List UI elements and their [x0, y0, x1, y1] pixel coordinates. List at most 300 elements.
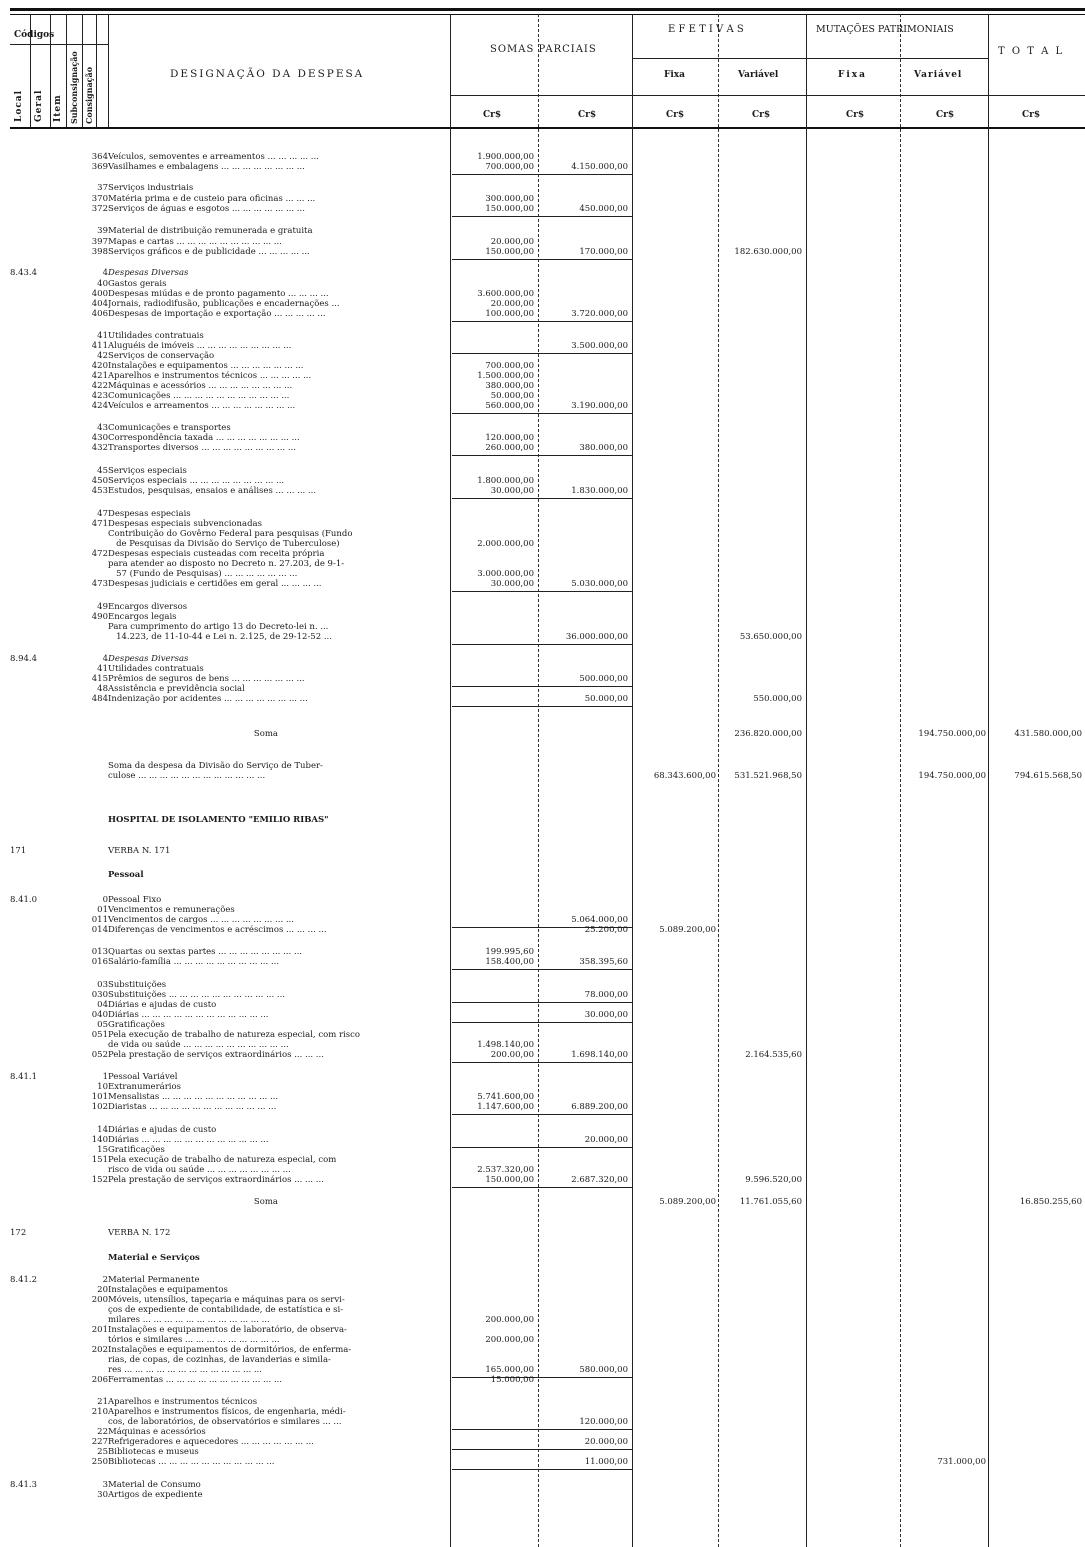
amount-c2: 1.830.000,00 [571, 486, 628, 496]
table-row [0, 279, 1085, 289]
table-row [0, 1490, 1085, 1500]
amount-c4: 182.630.000,00 [734, 247, 802, 257]
expense-description: de vida ou saúde ... ... ... ... ... ... ... ... ... ... [108, 1040, 289, 1050]
subtotal-rule [452, 591, 632, 592]
table-row [0, 957, 1085, 967]
table-row [0, 1315, 1085, 1325]
amount-c2: 450.000,00 [579, 204, 628, 214]
table-row [0, 331, 1085, 341]
table-row [0, 237, 1085, 247]
expense-description: VERBA N. 172 [108, 1228, 171, 1238]
expense-description: Diárias e ajudas de custo [108, 1125, 217, 1135]
table-row [0, 1228, 1085, 1238]
mutacoes-label: MUTAÇÕES PATRIMONIAIS [816, 24, 954, 35]
expense-description: Instalações e equipamentos de laboratório, de observa- [108, 1325, 347, 1335]
amount-c1: 1.800.000,00 [477, 476, 534, 486]
amount-c7: 16.850.255,60 [1019, 1197, 1082, 1207]
table-row [0, 1175, 1085, 1185]
item-code: 25 [97, 1447, 108, 1457]
table-row [0, 371, 1085, 381]
expense-description: Instalações e equipamentos ... ... ... ... ... ... ... [108, 361, 304, 371]
amount-c4: 9.596.520,00 [745, 1175, 802, 1185]
item-code: 372 [91, 204, 108, 214]
expense-description: Ferramentas ... ... ... ... ... ... ... ... ... ... ... [108, 1375, 282, 1385]
table-row [0, 1335, 1085, 1345]
table-row [0, 549, 1085, 559]
local-code: 172 [10, 1228, 27, 1238]
item-code: 15 [97, 1145, 108, 1155]
item-code: 20 [97, 1285, 108, 1295]
expense-description: Material de Consumo [108, 1480, 201, 1490]
table-row [0, 183, 1085, 193]
table-row [0, 1397, 1085, 1407]
subtotal-rule [452, 174, 632, 175]
table-row [0, 361, 1085, 371]
expense-description: Prêmios de seguros de bens ... ... ... ... ... ... ... [108, 674, 305, 684]
table-row [0, 194, 1085, 204]
item-code: 011 [91, 915, 108, 925]
expense-description: Despesas Diversas [108, 654, 189, 664]
table-row [0, 870, 1085, 880]
table-row [0, 509, 1085, 519]
table-row [0, 1102, 1085, 1112]
amount-c4: 531.521.968,50 [734, 771, 802, 781]
expense-description: Móveis, utensílios, tapeçaria e máquinas para os servi- [108, 1295, 345, 1305]
amount-c1: 50.000,00 [490, 391, 534, 401]
table-row [0, 1072, 1085, 1082]
table-row [0, 1355, 1085, 1365]
expense-description: tórios e similares ... ... ... ... ... ... ... ... ... [108, 1335, 280, 1345]
expense-description: Substituições ... ... ... ... ... ... ... ... ... ... ... [108, 990, 285, 1000]
expense-description: Material de distribuição remunerada e gratuita [108, 226, 313, 236]
item-code: 030 [91, 990, 108, 1000]
amount-c1: 30.000,00 [490, 579, 534, 589]
expense-description: Aparelhos e instrumentos físicos, de engenharia, médi- [108, 1407, 346, 1417]
table-row [0, 925, 1085, 935]
amount-c2: 5.030.000,00 [571, 579, 628, 589]
amount-c1: 5.741.600,00 [477, 1092, 534, 1102]
amount-c2: 20.000,00 [584, 1135, 628, 1145]
amount-c2: 3.190.000,00 [571, 401, 628, 411]
table-row [0, 341, 1085, 351]
table-row [0, 529, 1085, 539]
item-code: 3 [102, 1480, 108, 1490]
amount-c1: 20.000,00 [490, 237, 534, 247]
amount-c1: 2.000.000,00 [477, 539, 534, 549]
expense-description: Diárias ... ... ... ... ... ... ... ... ... ... ... ... [108, 1135, 269, 1145]
expense-description: Material Permanente [108, 1275, 200, 1285]
amount-c7: 794.615.568,50 [1014, 771, 1082, 781]
amount-c4: 53.650.000,00 [739, 632, 802, 642]
expense-description: Bibliotecas e museus [108, 1447, 199, 1457]
item-code: 415 [91, 674, 108, 684]
table-row [0, 539, 1085, 549]
table-row [0, 664, 1085, 674]
table-row [0, 895, 1085, 905]
subtotal-rule [452, 498, 632, 499]
table-row [0, 654, 1085, 664]
amount-c2: 580.000,00 [579, 1365, 628, 1375]
amount-c2: 6.889.200,00 [571, 1102, 628, 1112]
table-row [0, 152, 1085, 162]
col-divider [96, 14, 97, 127]
table-row [0, 391, 1085, 401]
table-row [0, 289, 1085, 299]
table-row [0, 1000, 1085, 1010]
table-row [0, 1050, 1085, 1060]
local-code: 8.41.0 [10, 895, 38, 905]
expense-description: Estudos, pesquisas, ensaios e análises ... ... ... ... [108, 486, 317, 496]
table-row [0, 486, 1085, 496]
item-code: 369 [91, 162, 108, 172]
amount-c1: 150.000,00 [485, 247, 534, 257]
amount-c6: 194.750.000,00 [918, 771, 986, 781]
table-row [0, 761, 1085, 771]
expense-description: res ... ... ... ... ... ... ... ... ... ... ... ... ... [108, 1365, 262, 1375]
expense-description: Diárias ... ... ... ... ... ... ... ... ... ... ... ... [108, 1010, 269, 1020]
subtotal-rule [452, 259, 632, 260]
item-code: 400 [91, 289, 108, 299]
amount-c3: 5.089.200,00 [659, 925, 716, 935]
item-code: 41 [97, 331, 108, 341]
expense-description: VERBA N. 171 [108, 846, 171, 856]
table-row [0, 268, 1085, 278]
amount-c3: 5.089.200,00 [659, 1197, 716, 1207]
item-code: 101 [91, 1092, 108, 1102]
item-code: 423 [91, 391, 108, 401]
col-divider [82, 14, 83, 127]
amount-c2: 500.000,00 [579, 674, 628, 684]
expense-description: para atender ao disposto no Decreto n. 27.203, de 9-1- [108, 559, 345, 569]
subtotal-rule [452, 1114, 632, 1115]
table-row [0, 1305, 1085, 1315]
amount-c2: 5.064.000,00 [571, 915, 628, 925]
amount-c2: 2.687.320,00 [571, 1175, 628, 1185]
item-code: 01 [97, 905, 108, 915]
expense-description: ços de expediente de contabilidade, de estatística e si- [108, 1305, 344, 1315]
amount-c6: 194.750.000,00 [918, 729, 986, 739]
item-code: 472 [91, 549, 108, 559]
table-row [0, 381, 1085, 391]
expense-description: Despesas especiais custeadas com receita própria [108, 549, 325, 559]
amount-c1: 300.000,00 [485, 194, 534, 204]
item-code: 47 [97, 509, 108, 519]
expense-description: Encargos legais [108, 612, 177, 622]
expense-description: Jornais, radiodifusão, publicações e encadernações ... [108, 299, 340, 309]
expense-description: Soma da despesa da Divisão do Serviço de Tuber- [108, 761, 323, 771]
subtotal-rule [452, 455, 632, 456]
item-code: 4 [102, 268, 108, 278]
amount-c6: 731.000,00 [937, 1457, 986, 1467]
expense-description: Serviços especiais ... ... ... ... ... ... ... ... ... [108, 476, 285, 486]
expense-description: Comunicações e transportes [108, 423, 231, 433]
item-code: 450 [91, 476, 108, 486]
local-label: Local [14, 89, 24, 122]
item-code: 210 [91, 1407, 108, 1417]
expense-description: Despesas especiais [108, 509, 191, 519]
table-row [0, 1125, 1085, 1135]
item-code: 49 [97, 602, 108, 612]
expense-description: Mapas e cartas ... ... ... ... ... ... ... ... ... ... [108, 237, 282, 247]
unit-label: Cr$ [752, 110, 771, 120]
item-code: 22 [97, 1427, 108, 1437]
item-code: 21 [97, 1397, 108, 1407]
amount-c2: 380.000,00 [579, 443, 628, 453]
table-row [0, 1020, 1085, 1030]
table-row [0, 1197, 1085, 1207]
expense-description: Mensalistas ... ... ... ... ... ... ... ... ... ... ... [108, 1092, 279, 1102]
table-row [0, 771, 1085, 781]
table-row [0, 1253, 1085, 1263]
item-code: 397 [91, 237, 108, 247]
expense-description: Extranumerários [108, 1082, 181, 1092]
table-row [0, 226, 1085, 236]
expense-description: de Pesquisas da Divisão do Serviço de Tuberculose) [108, 539, 340, 549]
expense-description: Soma [108, 729, 278, 739]
expense-description: Gratificações [108, 1020, 165, 1030]
table-row [0, 466, 1085, 476]
table-row [0, 1480, 1085, 1490]
subtotal-rule [452, 1187, 632, 1188]
item-code: 206 [91, 1375, 108, 1385]
amount-c1: 3.600.000,00 [477, 289, 534, 299]
item-code: 420 [91, 361, 108, 371]
expense-description: Vasilhames e embalagens ... ... ... ... ... ... ... ... [108, 162, 305, 172]
table-row [0, 1092, 1085, 1102]
local-code: 171 [10, 846, 27, 856]
table-row [0, 729, 1085, 739]
expense-description: Serviços gráficos e de publicidade ... ... ... ... ... [108, 247, 310, 257]
unit-label: Cr$ [846, 110, 865, 120]
amount-c1: 15.000,00 [490, 1375, 534, 1385]
expense-description: Encargos diversos [108, 602, 188, 612]
expense-description: Indenização por acidentes ... ... ... ... ... ... ... ... [108, 694, 308, 704]
table-row [0, 559, 1085, 569]
item-code: 040 [91, 1010, 108, 1020]
item-label: Item [53, 94, 63, 122]
table-row [0, 401, 1085, 411]
expense-description: Despesas Diversas [108, 268, 189, 278]
table-row [0, 1375, 1085, 1385]
designacao-label: DESIGNAÇÃO DA DESPESA [170, 68, 365, 80]
amount-c1: 100.000,00 [485, 309, 534, 319]
expense-description: Pela prestação de serviços extraordinários ... ... ... [108, 1175, 324, 1185]
item-code: 430 [91, 433, 108, 443]
expense-description: Veículos e arreamentos ... ... ... ... ... ... ... ... [108, 401, 296, 411]
item-code: 013 [91, 947, 108, 957]
amount-c4: 11.761.055,60 [739, 1197, 802, 1207]
table-row [0, 204, 1085, 214]
table-row [0, 569, 1085, 579]
table-row [0, 622, 1085, 632]
expense-description: Pela execução de trabalho de natureza especial, com [108, 1155, 337, 1165]
expense-description: Quartas ou sextas partes ... ... ... ... ... ... ... ... [108, 947, 302, 957]
expense-description: Serviços de águas e esgotos ... ... ... ... ... ... ... [108, 204, 305, 214]
expense-description: Aparelhos e instrumentos técnicos [108, 1397, 258, 1407]
table-row [0, 1437, 1085, 1447]
item-code: 250 [91, 1457, 108, 1467]
item-code: 140 [91, 1135, 108, 1145]
expense-description: Soma [108, 1197, 278, 1207]
expense-description: Assistência e previdência social [108, 684, 245, 694]
amount-c1: 700.000,00 [485, 361, 534, 371]
expense-description: Pessoal Fixo [108, 895, 162, 905]
amount-c2: 3.720.000,00 [571, 309, 628, 319]
expense-description: Serviços industriais [108, 183, 194, 193]
table-row [0, 694, 1085, 704]
amount-c1: 560.000,00 [485, 401, 534, 411]
item-code: 05 [97, 1020, 108, 1030]
amount-c1: 150.000,00 [485, 1175, 534, 1185]
table-row [0, 980, 1085, 990]
item-code: 48 [97, 684, 108, 694]
table-row [0, 1427, 1085, 1437]
col-divider [108, 14, 109, 127]
item-code: 051 [91, 1030, 108, 1040]
expense-description: 57 (Fundo de Pesquisas) ... ... ... ... ... ... ... [108, 569, 298, 579]
efetivas-variavel-label: Variável [738, 70, 779, 80]
item-code: 014 [91, 925, 108, 935]
table-row [0, 905, 1085, 915]
amount-c2: 170.000,00 [579, 247, 628, 257]
expense-description: HOSPITAL DE ISOLAMENTO "EMÍLIO RIBAS" [108, 815, 329, 825]
amount-c1: 380.000,00 [485, 381, 534, 391]
table-row [0, 1457, 1085, 1467]
expense-description: Vencimentos e remunerações [108, 905, 235, 915]
amount-c1: 1.498.140,00 [477, 1040, 534, 1050]
expense-description: Transportes diversos ... ... ... ... ... ... ... ... ... [108, 443, 296, 453]
expense-description: Correspondência taxada ... ... ... ... ... ... ... ... [108, 433, 300, 443]
somas-parciais-label: SOMAS PARCIAIS [490, 44, 597, 55]
item-code: 473 [91, 579, 108, 589]
table-row [0, 1447, 1085, 1457]
item-code: 30 [97, 1490, 108, 1500]
item-code: 4 [102, 654, 108, 664]
item-code: 200 [91, 1295, 108, 1305]
expense-description: Diaristas ... ... ... ... ... ... ... ... ... ... ... ... [108, 1102, 277, 1112]
amount-c1: 30.000,00 [490, 486, 534, 496]
amount-c1: 1.900.000,00 [477, 152, 534, 162]
item-code: 43 [97, 423, 108, 433]
expense-description: Despesas de importação e exportação ... ... ... ... ... [108, 309, 326, 319]
table-row [0, 815, 1085, 825]
subtotal-rule [452, 1062, 632, 1063]
table-row [0, 1365, 1085, 1375]
expense-description: Máquinas e acessórios [108, 1427, 206, 1437]
expense-description: 14.223, de 11-10-44 e Lei n. 2.125, de 29-12-52 ... [108, 632, 332, 642]
amount-c7: 431.580.000,00 [1014, 729, 1082, 739]
codigos-label: Códigos [14, 30, 55, 40]
geral-label: Geral [34, 89, 44, 122]
table-row [0, 299, 1085, 309]
table-row [0, 579, 1085, 589]
amount-c1: 199.995,60 [485, 947, 534, 957]
item-code: 422 [91, 381, 108, 391]
table-row [0, 1040, 1085, 1050]
total-label: T O T A L [998, 46, 1065, 57]
amount-c2: 25.200,00 [584, 925, 628, 935]
table-row [0, 1345, 1085, 1355]
expense-description: Artigos de expediente [108, 1490, 203, 1500]
header-rule [10, 127, 1085, 129]
expense-description: Instalações e equipamentos [108, 1285, 228, 1295]
subtotal-rule [452, 216, 632, 217]
col-divider [66, 14, 67, 127]
item-code: 201 [91, 1325, 108, 1335]
consignacao-label: Consignação [84, 66, 94, 124]
expense-description: Diárias e ajudas de custo [108, 1000, 217, 1010]
table-row [0, 247, 1085, 257]
item-code: 151 [91, 1155, 108, 1165]
expense-description: Matéria prima e de custeio para oficinas ... ... ... [108, 194, 316, 204]
amount-c1: 200.000,00 [485, 1335, 534, 1345]
amount-c1: 260.000,00 [485, 443, 534, 453]
table-row [0, 674, 1085, 684]
expense-description: Gastos gerais [108, 279, 167, 289]
local-code: 8.41.3 [10, 1480, 38, 1490]
table-row [0, 1325, 1085, 1335]
expense-description: Despesas judiciais e certidões em geral ... ... ... ... [108, 579, 322, 589]
header-rule-groups [632, 58, 988, 59]
table-row [0, 162, 1085, 172]
expense-description: Vencimentos de cargos ... ... ... ... ... ... ... ... [108, 915, 294, 925]
amount-c2: 78.000,00 [584, 990, 628, 1000]
expense-description: milares ... ... ... ... ... ... ... ... ... ... ... ... [108, 1315, 270, 1325]
unit-label: Cr$ [936, 110, 955, 120]
table-row [0, 351, 1085, 361]
expense-description: Despesas miúdas e de pronto pagamento ... ... ... ... [108, 289, 329, 299]
item-code: 14 [97, 1125, 108, 1135]
table-row [0, 1135, 1085, 1145]
item-code: 1 [102, 1072, 108, 1082]
table-row [0, 947, 1085, 957]
amount-c1: 1.147.600,00 [477, 1102, 534, 1112]
table-row [0, 1155, 1085, 1165]
table-row [0, 602, 1085, 612]
item-code: 10 [97, 1082, 108, 1092]
item-code: 052 [91, 1050, 108, 1060]
item-code: 41 [97, 664, 108, 674]
subtotal-rule [452, 706, 632, 707]
table-row [0, 1010, 1085, 1020]
amount-c2: 20.000,00 [584, 1437, 628, 1447]
expense-description: Comunicações ... ... ... ... ... ... ... ... ... ... ... [108, 391, 290, 401]
table-row [0, 519, 1085, 529]
table-row [0, 1145, 1085, 1155]
item-code: 370 [91, 194, 108, 204]
efetivas-label: E F E T I V A S [668, 24, 744, 35]
item-code: 45 [97, 466, 108, 476]
expense-description: Utilidades contratuais [108, 331, 204, 341]
amount-c1: 120.000,00 [485, 433, 534, 443]
table-row [0, 433, 1085, 443]
unit-label: Cr$ [666, 110, 685, 120]
top-rule-thin [10, 14, 1085, 15]
expense-description: rias, de copas, de cozinhas, de lavanderias e simila- [108, 1355, 331, 1365]
expense-description: Veículos, semoventes e arreamentos ... ... ... ... ... [108, 152, 319, 162]
item-code: 424 [91, 401, 108, 411]
item-code: 102 [91, 1102, 108, 1112]
efetivas-fixa-label: Fixa [664, 70, 686, 80]
item-code: 490 [91, 612, 108, 622]
amount-c4: 550.000,00 [753, 694, 802, 704]
item-code: 2 [102, 1275, 108, 1285]
expense-description: Bibliotecas ... ... ... ... ... ... ... ... ... ... ... [108, 1457, 275, 1467]
expense-description: Pessoal [108, 870, 144, 880]
amount-c1: 200.000,00 [485, 1315, 534, 1325]
amount-c3: 68.343.600,00 [653, 771, 716, 781]
table-row [0, 1165, 1085, 1175]
